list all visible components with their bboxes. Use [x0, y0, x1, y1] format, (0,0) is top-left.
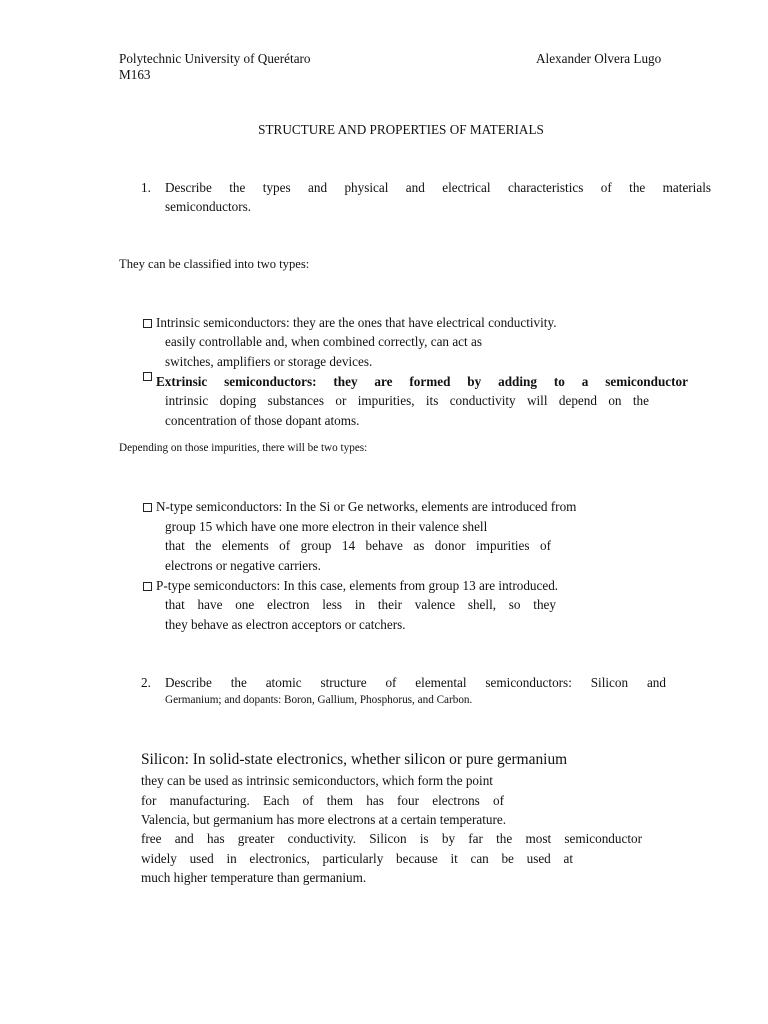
extrinsic-line-3: concentration of those dopant atoms. — [165, 413, 360, 428]
ntype-line-4: electrons or negative carriers. — [165, 558, 321, 573]
intrinsic-line-2: easily controllable and, when combined correctly, can act as — [165, 334, 482, 349]
impurities-intro: Depending on those impurities, there will be two types: — [119, 442, 368, 454]
extrinsic-line-1: Extrinsic semiconductors: they are formed by adding to a semiconductor — [156, 374, 688, 389]
ptype-line-1: P-type semiconductors: In this case, elements from group 13 are introduced. — [156, 578, 559, 593]
silicon-line-6: widely used in electronics, particularly because it can be used at — [141, 851, 573, 866]
silicon-line-2: they can be used as intrinsic semiconductors, which form the point — [141, 773, 493, 788]
silicon-line-4: Valencia, but germanium has more electrons at a certain temperature. — [141, 812, 507, 827]
question-1-number: 1. — [141, 180, 151, 195]
silicon-line-7: much higher temperature than germanium. — [141, 870, 367, 885]
question-1-line-2: semiconductors. — [165, 199, 252, 214]
ptype-line-3: they behave as electron acceptors or catchers. — [165, 617, 406, 632]
university-name: Polytechnic University of Querétaro — [119, 51, 311, 66]
intrinsic-item — [143, 313, 557, 333]
document-title: STRUCTURE AND PROPERTIES OF MATERIALS — [258, 122, 544, 137]
ntype-line-3: that the elements of group 14 behave as donor impurities of — [165, 538, 551, 553]
classification-intro: They can be classified into two types: — [119, 257, 310, 271]
checkbox-bullet-icon — [143, 582, 152, 591]
extrinsic-line-2: intrinsic doping substances or impurities, its conductivity will depend on the — [165, 393, 649, 408]
question-1-line-1: Describe the types and physical and electrical characteristics of the materials — [165, 180, 711, 195]
checkbox-bullet-icon — [143, 319, 152, 328]
question-2-line-2: Germanium; and dopants: Boron, Gallium, Phosphorus, and Carbon. — [165, 694, 473, 706]
ntype-item — [143, 497, 576, 517]
extrinsic-item — [143, 372, 688, 392]
group-code: M163 — [119, 67, 151, 82]
silicon-line-1: Silicon: In solid-state electronics, whether silicon or pure germanium — [141, 751, 568, 768]
question-2-number: 2. — [141, 675, 151, 690]
ptype-item — [143, 576, 558, 596]
ntype-line-2: group 15 which have one more electron in their valence shell — [165, 519, 488, 534]
silicon-line-3: for manufacturing. Each of them has four electrons of — [141, 793, 504, 808]
intrinsic-line-3: switches, amplifiers or storage devices. — [165, 354, 373, 369]
checkbox-bullet-icon — [143, 372, 152, 381]
silicon-line-5: free and has greater conductivity. Silicon is by far the most semiconductor — [141, 831, 642, 846]
ntype-line-1: N-type semiconductors: In the Si or Ge networks, elements are introduced from — [156, 499, 577, 514]
intrinsic-line-1: Intrinsic semiconductors: they are the ones that have electrical conductivity. — [156, 315, 557, 330]
author-name: Alexander Olvera Lugo — [536, 51, 662, 66]
ptype-line-2: that have one electron less in their valence shell, so they — [165, 597, 556, 612]
question-2-line-1: Describe the atomic structure of elemental semiconductors: Silicon and — [165, 675, 666, 690]
checkbox-bullet-icon — [143, 503, 152, 512]
